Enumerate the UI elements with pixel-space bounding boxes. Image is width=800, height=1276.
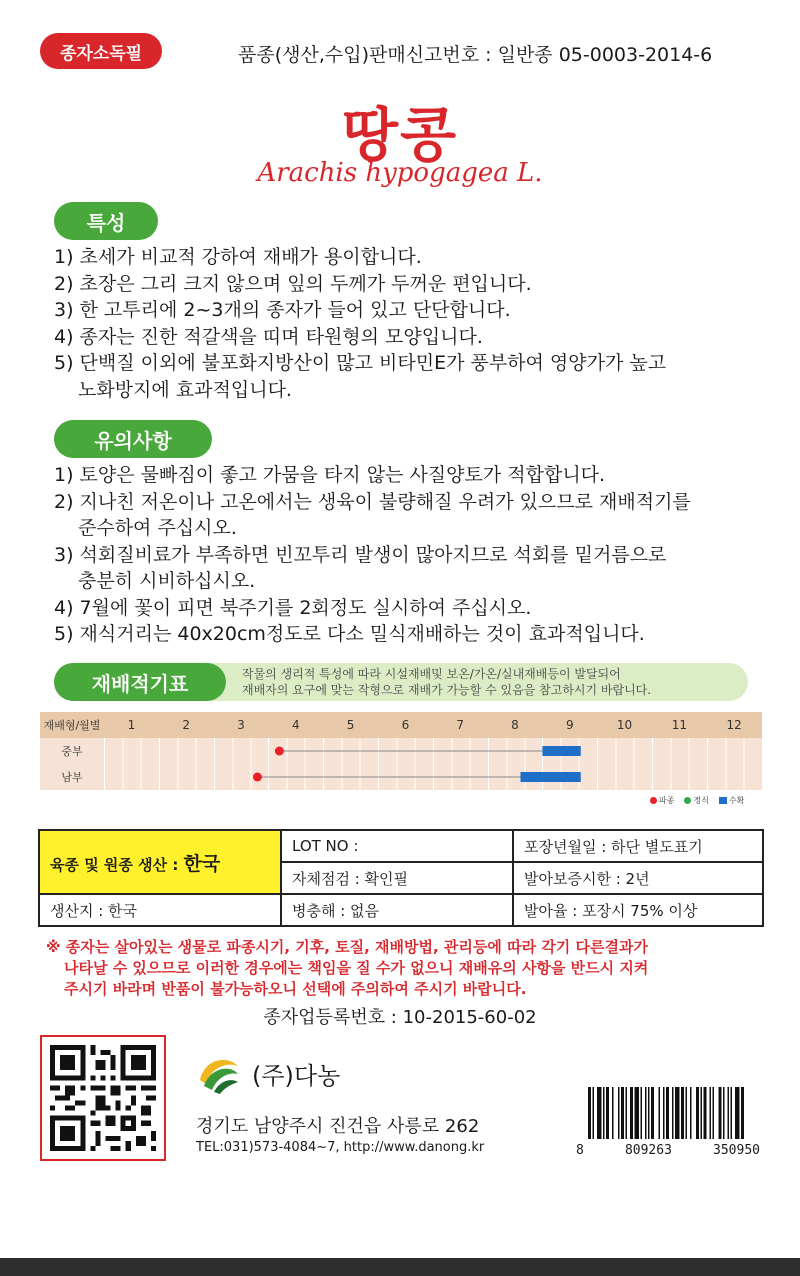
lot-number-cell: LOT NO :	[281, 830, 513, 862]
company-contact: TEL:031)573-4084~7, http://www.danong.kr	[196, 1140, 485, 1155]
month-tick-label: 11	[671, 718, 687, 732]
month-tick-label: 5	[346, 718, 355, 732]
cultivation-schedule-chart	[40, 712, 762, 790]
chart-header-row	[40, 712, 762, 738]
company-logo-icon	[196, 1050, 242, 1096]
barcode-first-digit: 8	[576, 1143, 584, 1158]
sowing-dot	[275, 747, 284, 756]
month-tick-label: 1	[127, 718, 136, 732]
schedule-marks	[104, 738, 762, 764]
germination-rate-cell: 발아율 : 포장시 75% 이상	[513, 894, 763, 926]
month-tick-label: 7	[456, 718, 464, 732]
region-label: 남부	[61, 771, 83, 784]
company-address: 경기도 남양주시 진건읍 사릉로 262	[196, 1116, 480, 1137]
liability-warning: ※ 종자는 살아있는 생물로 파종시기, 기후, 토질, 재배방법, 관리등에 따라 각기 다른결과가 나타날 수 있으므로 이러한 경우에는 책임을 질 수가 없으니 재배유의 사항을 반드시 지켜 주시기 바라며 반품이 불가능하오니 선택에 주의하여 주시기 바랍니다.	[46, 938, 649, 998]
seed-business-registration: 종자업등록번호 : 10-2015-60-02	[263, 1007, 537, 1028]
origin-cell: 육종 및 원종 생산 : 한국	[39, 830, 281, 894]
scientific-name: Arachis hypogagea L.	[257, 158, 543, 188]
region-label: 중부	[61, 745, 83, 758]
features-list	[54, 244, 666, 403]
schedule-note: 작물의 생리적 특성에 따라 시설재배및 보온/가온/실내재배등이 발달되어 재배자의 요구에 맞는 작형으로 재배가 가능할 수 있음을 참고하시기 바랍니다.	[242, 667, 652, 697]
harvest-square-icon	[719, 797, 727, 804]
sale-registration-number: 품종(생산,수입)판매신고번호 : 일반종 05-0003-2014-6	[238, 44, 713, 66]
month-tick-label: 8	[511, 718, 519, 732]
caution-item-continuation: 충분히 시비하십시오.	[78, 570, 256, 592]
month-tick-label: 10	[616, 718, 633, 732]
month-tick-label: 12	[726, 718, 742, 732]
production-area-cell: 생산지 : 한국	[39, 894, 281, 926]
caution-item: 4) 7월에 꽃이 피면 북주기를 2회정도 실시하여 주십시오.	[54, 596, 532, 619]
schedule-marks	[104, 764, 762, 790]
sowing-dot	[253, 773, 262, 782]
cautions-heading: 유의사항	[54, 420, 212, 458]
chart-data-row	[40, 738, 762, 764]
chart-data-row	[40, 764, 762, 790]
feature-item-continuation: 노화방지에 효과적입니다.	[78, 378, 292, 401]
feature-item: 3) 한 고투리에 2~3개의 종자가 들어 있고 단단합니다.	[54, 299, 511, 321]
barcode-bars-icon	[572, 1087, 764, 1139]
feature-item: 2) 초장은 그리 크지 않으며 잎의 두께가 두꺼운 편입니다.	[54, 272, 532, 295]
legend-transplant: 정식	[684, 795, 708, 806]
pests-cell: 병충해 : 없음	[281, 894, 513, 926]
feature-item: 5) 단백질 이외에 불포화지방산이 많고 비타민E가 풍부하여 영양가가 높고	[54, 352, 667, 374]
cautions-list	[54, 462, 691, 648]
month-tick-label: 4	[291, 718, 300, 732]
legend-harvest: 수확	[719, 795, 744, 806]
bottom-band	[0, 1258, 800, 1276]
qr-code-icon	[50, 1045, 156, 1151]
barcode-left-group: 809263	[624, 1143, 672, 1158]
caution-item-continuation: 준수하여 주십시오.	[78, 517, 237, 539]
qr-code[interactable]	[40, 1035, 166, 1161]
harvest-bar	[520, 772, 580, 782]
schedule-heading: 재배적기표	[54, 663, 226, 701]
chart-legend	[650, 795, 744, 806]
product-title: 땅콩	[341, 101, 459, 169]
caution-item: 3) 석회질비료가 부족하면 빈꼬투리 발생이 많아지므로 석회를 밑거름으로	[54, 543, 667, 566]
month-tick-label: 2	[182, 718, 191, 732]
barcode	[572, 1087, 764, 1157]
sowing-dot-icon	[650, 797, 657, 804]
pack-date-cell: 포장년월일 : 하단 별도표기	[513, 830, 763, 862]
self-check-cell: 자체점검 : 확인필	[281, 862, 513, 894]
seed-disinfected-badge: 종자소독필	[40, 33, 162, 69]
product-info-table	[38, 829, 764, 927]
chart-header-label: 재배형/월별	[43, 719, 101, 732]
month-tick-label: 6	[401, 718, 410, 732]
barcode-right-group: 350950	[713, 1143, 760, 1158]
transplant-dot-icon	[684, 797, 691, 804]
caution-item: 1) 토양은 물빠짐이 좋고 가뭄을 타지 않는 사질양토가 적합합니다.	[54, 464, 606, 486]
month-tick-label: 9	[565, 718, 574, 732]
legend-sowing: 파종	[650, 795, 674, 806]
features-heading: 특성	[54, 202, 158, 240]
company-name: (주)다농	[252, 1062, 341, 1090]
guarantee-cell: 발아보증시한 : 2년	[513, 862, 763, 894]
caution-item: 2) 지나친 저온이나 고온에서는 생육이 불량해질 우려가 있으므로 재배적기를	[54, 490, 691, 513]
month-tick-label: 3	[237, 718, 245, 732]
feature-item: 4) 종자는 진한 적갈색을 띠며 타원형의 모양입니다.	[54, 325, 483, 348]
caution-item: 5) 재식거리는 40x20cm정도로 다소 밀식재배하는 것이 효과적입니다.	[54, 623, 645, 645]
feature-item: 1) 초세가 비교적 강하여 재배가 용이합니다.	[54, 246, 422, 268]
harvest-bar	[542, 746, 580, 756]
